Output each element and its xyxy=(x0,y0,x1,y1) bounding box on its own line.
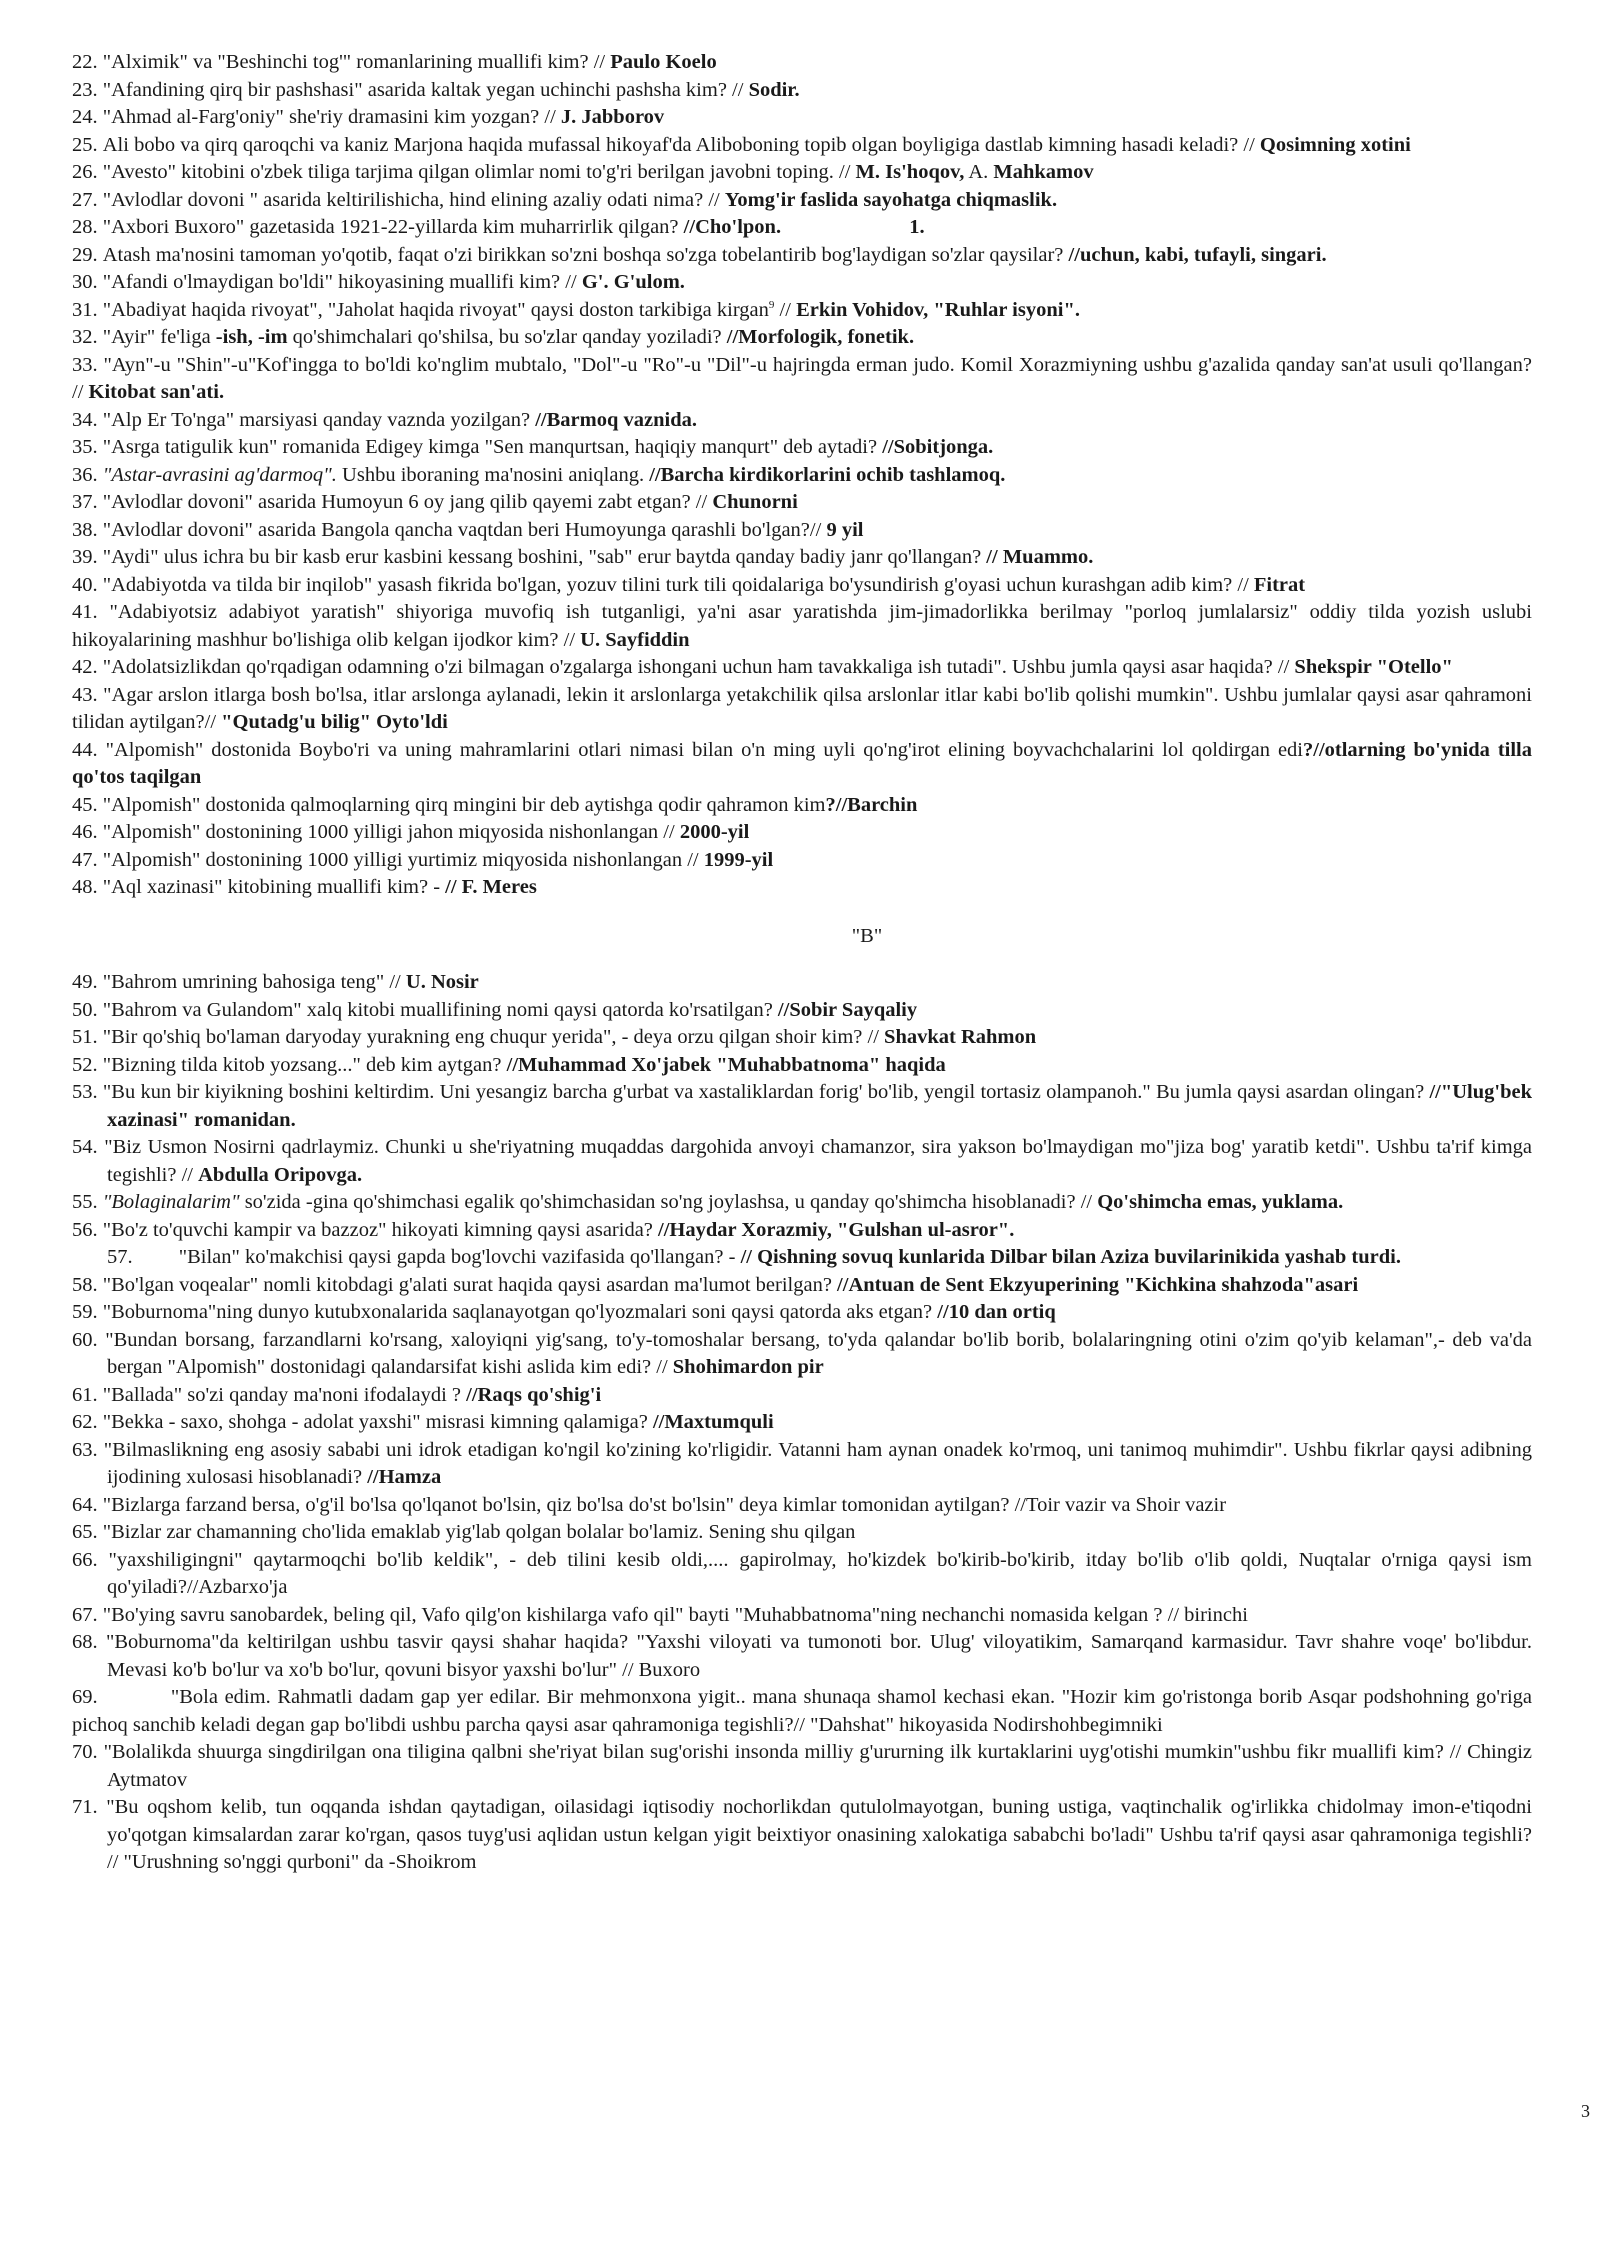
question-number: 59. xyxy=(72,1301,98,1323)
question-item xyxy=(72,997,1532,1025)
question-number: 44. xyxy=(72,738,98,761)
answer-text: Abdulla Oripovga. xyxy=(198,1163,363,1186)
question-number: 61. xyxy=(72,1383,98,1406)
answer-text: //10 dan ortiq xyxy=(937,1301,1056,1323)
question-text: "Afandi o'lmaydigan bo'ldi" hikoyasining muallifi kim? // xyxy=(102,271,582,293)
question-number: 36. xyxy=(72,463,98,486)
question-text: "Bahrom va Gulandom" xalq kitobi muallifining nomi qaysi qatorda ko'rsatilgan? xyxy=(102,998,778,1021)
answer-text: J. Jabborov xyxy=(560,106,665,128)
question-text: "Avlodlar dovoni " asarida keltirilishicha, hind elining azaliy odati nima? // xyxy=(102,188,725,211)
question-text: "Ayn"-u "Shin"-u"Kof'ingga to bo'ldi ko'nglim mubtalo, "Dol"-u "Ro"-u "Dil"-u hajringda erman judo. Komil Xorazmiyning ushbu g'azalida qanday san'at usuli qo'llangan? // xyxy=(72,353,1533,403)
question-item xyxy=(72,187,1532,215)
answer-text: //Maxtumquli xyxy=(652,1411,774,1433)
question-number: 46. xyxy=(72,821,98,843)
question-number: 39. xyxy=(72,546,98,568)
answer-text: U. Nosir xyxy=(405,971,479,993)
question-text: "Alpomish" dostonining 1000 yilligi jahon miqyosida nishonlangan // xyxy=(102,821,680,843)
question-text: "Biz Usmon Nosirni qadrlaymiz. Chunki u she'riyatning muqaddas dargohida anvoyi chamanzor, sira yakson bo'lmaydigan mo"jiza bog' yaratib ketdi". Ushbu ta'rif kimga tegishli? // xyxy=(104,1136,1533,1186)
question-item xyxy=(72,792,1532,820)
question-item xyxy=(72,1024,1532,1052)
question-item xyxy=(72,1244,1532,1272)
question-item xyxy=(72,1272,1532,1300)
question-text: "Bekka - saxo, shohga - adolat yaxshi" misrasi kimning qalamiga? xyxy=(102,1411,653,1433)
question-number: 27. xyxy=(72,188,98,211)
question-item xyxy=(72,1547,1532,1602)
question-item xyxy=(72,104,1532,132)
question-item xyxy=(72,819,1532,847)
answer-text: Mahkamov xyxy=(993,161,1094,183)
question-number: 66. xyxy=(72,1548,98,1571)
question-item xyxy=(72,214,1532,242)
question-text: "Adabiyotsiz adabiyot yaratish" shiyoriga muvofiq ish tutganligi, ya'ni asar yaratishda jim-jimadorlikka berilmay "porloq jumlalarsiz" oddiy tilda yozish uslubi hikoyalarining mashhur bo'lishiga olib kelgan ijodkor kim? // xyxy=(72,601,1533,651)
question-text: "Avlodlar dovoni" asarida Bangola qancha vaqtdan beri Humoyunga qarashli bo'lgan?// xyxy=(102,518,827,541)
question-number: 32. xyxy=(72,326,98,348)
question-item xyxy=(72,1629,1532,1684)
question-number: 38. xyxy=(72,518,98,541)
question-number: 54. xyxy=(72,1136,98,1158)
question-number: 62. xyxy=(72,1411,98,1433)
answer-text: Chunorni xyxy=(712,491,798,513)
question-text: "Ballada" so'zi qanday ma'noni ifodalaydi ? xyxy=(102,1383,467,1406)
question-text: "Agar arslon itlarga bosh bo'lsa, itlar arslonga aylanadi, lekin it arslonlarga yetakchilik qilsa arslonlar itlar kabi bo'lib qolishi mumkin". Ushbu jumlalar qaysi asar qahramoni tilidan aytilgan?// xyxy=(72,683,1532,733)
question-italic: "Bolaginalarim" xyxy=(102,1191,240,1213)
question-item xyxy=(72,297,1532,325)
question-item xyxy=(72,269,1532,297)
question-text: qo'shimchalari qo'shilsa, bu so'zlar qanday yoziladi? xyxy=(287,326,727,348)
question-text: "Asrga tatigulik kun" romanida Edigey kimga "Sen manqurtsan, haqiqiy manqurt" deb aytadi? xyxy=(102,436,883,458)
question-item xyxy=(72,1079,1532,1134)
question-item xyxy=(72,572,1532,600)
question-number: 31. xyxy=(72,298,98,321)
question-text: "Bizlarga farzand bersa, o'g'il bo'lsa qo'lqanot bo'lsin, qiz bo'lsa do'st bo'lsin" deya kimlar tomonidan aytilgan? //Toir vazir va Shoir vazir xyxy=(102,1493,1227,1516)
question-text: Atash ma'nosini tamoman yo'qotib, faqat o'zi birikkan so'zni boshqa so'zga tobelantirib bog'laydigan so'zlar qaysilar? xyxy=(102,243,1069,266)
question-number: 70. xyxy=(72,1741,98,1763)
question-item xyxy=(72,434,1532,462)
question-text: "Bundan borsang, farzandlarni ko'rsang, xaloyiqni yig'sang, to'y-tomoshalar bersang, to'yda qalandar bo'lib borib, bolalaringning otini o'zim qo'yib kelaman",- deb va'da bergan "Alpomish" dostonidagi qalandarsifat kishi aslida kim edi? // xyxy=(105,1328,1532,1378)
question-item xyxy=(72,847,1532,875)
answer-text: Kitobat san'ati. xyxy=(88,381,225,403)
question-number: 24. xyxy=(72,106,98,128)
answer-text: "Qutadg'u bilig" Oyto'ldi xyxy=(221,711,448,733)
answer-text: //"Ulug'bek xazinasi" romanidan. xyxy=(107,1081,1533,1131)
question-number: 26. xyxy=(72,161,98,183)
answer-text: //Barmoq vaznida. xyxy=(535,408,697,431)
question-text: "yaxshiligingni" qaytarmoqchi bo'lib keldik", - deb tilini kesib oldi,.... gapirolmay, ho'kizdek bo'kirib-bo'kirib, itday bo'lib o'lib qoldi, Nuqtalar o'rniga qaysi ism qo'yiladi?//Azbarxo'ja xyxy=(107,1548,1532,1598)
question-text: "Bolalikda shuurga singdirilgan ona tiligina qalbni she'riyat bilan sug'orishi insonda milliy g'ururning ilk kurtaklarini uyg'otishi mumkin"ushbu fikr muallifi kim? // Chingiz Aytmatov xyxy=(103,1741,1533,1791)
question-text: "Avlodlar dovoni" asarida Humoyun 6 oy jang qilib qayemi zabt etgan? // xyxy=(102,491,713,513)
answer-text: //Morfologik, fonetik. xyxy=(726,326,915,348)
question-item xyxy=(72,1409,1532,1437)
question-text: "Abadiyat haqida rivoyat", "Jaholat haqida rivoyat" qaysi doston tarkibiga kirgan xyxy=(102,298,769,321)
question-number: 65. xyxy=(72,1521,98,1543)
question-item xyxy=(72,969,1532,997)
question-number: 23. xyxy=(72,78,98,101)
question-item xyxy=(72,159,1532,187)
question-number: 58. xyxy=(72,1273,98,1296)
question-item xyxy=(72,1739,1532,1794)
question-item xyxy=(72,874,1532,902)
stray-marker: 1. xyxy=(909,216,925,238)
answer-text: //Barcha kirdikorlarini ochib tashlamoq. xyxy=(649,463,1006,486)
question-item xyxy=(72,132,1532,160)
answer-text: Erkin Vohidov, "Ruhlar isyoni". xyxy=(796,298,1080,321)
question-text: "Bu kun bir kiyikning boshini keltirdim. Uni yesangiz barcha g'urbat va xastaliklardan forig' bo'lib, yengil tortasiz olampanoh." Bu jumla qaysi asardan olingan? xyxy=(102,1081,1430,1103)
question-number: 60. xyxy=(72,1328,98,1351)
question-text: "Alp Er To'nga" marsiyasi qanday vaznda yozilgan? xyxy=(102,408,536,431)
question-item xyxy=(72,242,1532,270)
question-text: "Alpomish" dostonida qalmoqlarning qirq mingini bir deb aytishga qodir qahramon kim xyxy=(102,793,826,816)
question-text: "Bo'z to'quvchi kampir va bazzoz" hikoyati kimning qaysi asarida? xyxy=(102,1218,659,1241)
question-text: Ushbu iboraning ma'nosini aniqlang. xyxy=(336,463,650,486)
question-number: 67. xyxy=(72,1603,98,1626)
question-number: 50. xyxy=(72,998,98,1021)
question-item xyxy=(72,599,1532,654)
question-text: "Avesto" kitobini o'zbek tiliga tarjima qilgan olimlar nomi to'g'ri berilgan javobni toping. // xyxy=(102,161,856,183)
question-text: "Boburnoma"da keltirilgan ushbu tasvir qaysi shahar haqida? "Yaxshi viloyati va tumonoti bor. Ulug' viloyatikim, Samarqand karmasidur. Tavr shahre voqe' bo'libdur. Mevasi ko'b bo'lur va xo'b bo'lur, qovuni bisyor yaxshi bo'lur" // Buxoro xyxy=(105,1631,1532,1681)
question-text: "Adabiyotda va tilda bir inqilob" yasash fikrida bo'lgan, yozuv tilini turk tili qoidalariga bo'ysundirish g'oyasi uchun kurashgan adib kim? // xyxy=(102,573,1254,596)
question-text: "Bilmaslikning eng asosiy sababi uni idrok etadigan ko'ngil ko'zining ko'rligidir. Vatanni ham aynan onadek ko'rmoq, uni tanimoq muhimdir". Ushbu fikrlar qaysi adibning ijodining xulosasi hisoblanadi? xyxy=(103,1438,1533,1488)
question-item xyxy=(72,352,1532,407)
question-item xyxy=(72,77,1532,105)
question-text: "Bo'ying savru sanobardek, beling qil, Vafo qilg'on kishilarga vafo qil" bayti "Muhabbatnoma"ning nechanchi nomasida kelgan ? // birinchi xyxy=(102,1603,1248,1626)
answer-text: Shavkat Rahmon xyxy=(884,1026,1037,1048)
question-number: 52. xyxy=(72,1053,98,1076)
answer-text: ?//otlarning bo'ynida tilla qo'tos taqilgan xyxy=(72,738,1532,788)
question-number: 22. xyxy=(72,51,98,73)
question-item xyxy=(72,1052,1532,1080)
answer-text: -ish, -im xyxy=(215,326,288,348)
answer-text: //Cho'lpon. xyxy=(683,216,782,238)
question-number: 49. xyxy=(72,971,98,993)
question-number: 68. xyxy=(72,1631,98,1653)
question-item xyxy=(72,1519,1532,1547)
question-number: 55. xyxy=(72,1191,98,1213)
question-text: "Bizning tilda kitob yozsang..." deb kim aytgan? xyxy=(102,1053,507,1076)
question-number: 43. xyxy=(72,683,98,706)
question-text: "Afandining qirq bir pashshasi" asarida kaltak yegan uchinchi pashsha kim? // xyxy=(102,78,749,101)
question-item xyxy=(72,49,1532,77)
question-number: 56. xyxy=(72,1218,98,1241)
answer-text: //Muhammad Xo'jabek "Muhabbatnoma" haqida xyxy=(506,1053,946,1076)
question-text: "Bilan" ko'makchisi qaysi gapda bog'lovchi vazifasida qo'llangan? - xyxy=(178,1246,741,1268)
question-number: 45. xyxy=(72,793,98,816)
question-text: "Axbori Buxoro" gazetasida 1921-22-yillarda kim muharrirlik qilgan? xyxy=(102,216,684,238)
answer-text: //Sobitjonga. xyxy=(882,436,994,458)
question-number: 63. xyxy=(72,1438,98,1461)
answer-text: //Haydar Xorazmiy, "Gulshan ul-asror". xyxy=(658,1218,1015,1241)
section-heading: "B" xyxy=(851,924,883,947)
question-item xyxy=(72,462,1532,490)
answer-text: // Qishning sovuq kunlarida Dilbar bilan Aziza buvilarinikida yashab turdi. xyxy=(740,1246,1401,1268)
answer-text: //Hamza xyxy=(367,1466,442,1488)
answer-text: Paulo Koelo xyxy=(610,51,717,73)
question-text: A. xyxy=(964,161,994,183)
answer-text: Fitrat xyxy=(1253,573,1306,596)
question-number: 35. xyxy=(72,436,98,458)
answer-text: //Raqs qo'shig'i xyxy=(466,1383,602,1406)
question-number: 53. xyxy=(72,1081,98,1103)
question-number: 41. xyxy=(72,601,98,623)
question-italic: "Astar-avrasini ag'darmoq". xyxy=(102,463,337,486)
question-text: "Adolatsizlikdan qo'rqadigan odamning o'zi bilmagan o'zgalarga ishongani uchun ham tavakkaliga ish tutadi". Ushbu jumla qaysi asar haqida? // xyxy=(102,656,1295,678)
question-item xyxy=(72,1382,1532,1410)
question-item xyxy=(72,1299,1532,1327)
question-text: "Bola edim. Rahmatli dadam gap yer edilar. Bir mehmonxona yigit.. mana shunaqa shamol kechasi ekan. "Hozir kim go'ristonga borib Asqar podshohning go'riga pichoq sanchib keladi degan gap bo'libdi ushbu parcha qaysi asar qahramoniga tegishli?// "Dahshat" hikoyasida Nodirshohbegimniki xyxy=(72,1686,1532,1736)
answer-text: Shohimardon pir xyxy=(672,1356,824,1378)
answer-text: G'. G'ulom. xyxy=(581,271,685,293)
question-item xyxy=(72,1602,1532,1630)
question-text: "Bu oqshom kelib, tun oqqanda ishdan qaytadigan, oilasidagi iqtisodiy nochorlikdan qutulolmayotgan, buning ustiga, vaqtinchalik og'irlikka chidolmay imon-e'tiqodni yo'qotgan kimsalardan zarar ko'rgan, qasos tuyg'usi aqlidan ustun kelgan yigit beixtiyor onasining xalokatiga sababchi bo'ladi" Ushbu ta'rif qaysi asar qahramoniga tegishli? // "Urushning so'nggi qurboni" da -Shoikrom xyxy=(106,1796,1533,1873)
question-text: "Alximik" va "Beshinchi tog'" romanlarining muallifi kim? // xyxy=(102,51,611,73)
question-number: 30. xyxy=(72,271,98,293)
question-text: "Ahmad al-Farg'oniy" she'riy dramasini kim yozgan? // xyxy=(102,106,561,128)
answer-text: U. Sayfiddin xyxy=(580,628,690,651)
question-item xyxy=(72,517,1532,545)
answer-text: Sodir. xyxy=(748,78,800,101)
document-body xyxy=(72,49,1532,1877)
question-text: "Aydi" ulus ichra bu bir kasb erur kasbini kessang boshini, "sab" erur baytda qanday badiy janr qo'llangan? xyxy=(102,546,987,568)
question-item xyxy=(72,544,1532,572)
answer-text: //Antuan de Sent Ekzyuperining "Kichkina shahzoda"asari xyxy=(837,1273,1359,1296)
question-number: 37. xyxy=(72,491,98,513)
answer-text: 1999-yil xyxy=(703,848,774,871)
page-number: 3 xyxy=(1581,2101,1590,2121)
question-item xyxy=(72,1327,1532,1382)
question-item xyxy=(72,1189,1532,1217)
question-text: "Ayir" fe'liga xyxy=(102,326,216,348)
question-item xyxy=(72,682,1532,737)
question-number: 40. xyxy=(72,573,98,596)
question-text: // xyxy=(774,298,797,321)
question-item xyxy=(72,324,1532,352)
question-number: 42. xyxy=(72,656,98,678)
question-number: 48. xyxy=(72,876,98,898)
question-text: Ali bobo va qirq qaroqchi va kaniz Marjona haqida mufassal hikoyaf'da Aliboboning topib olgan boyligiga dastlab kimning hasadi keladi? // xyxy=(102,133,1260,156)
question-number: 47. xyxy=(72,848,98,871)
question-text: "Bahrom umrining bahosiga teng" // xyxy=(102,971,406,993)
answer-text: //Sobir Sayqaliy xyxy=(777,998,918,1021)
question-item xyxy=(72,1492,1532,1520)
question-item xyxy=(72,489,1532,517)
answer-text: //uchun, kabi, tufayli, singari. xyxy=(1068,243,1327,266)
question-number: 28. xyxy=(72,216,98,238)
question-text: "Bir qo'shiq bo'laman daryoday yurakning eng chuqur yerida", - deya orzu qilgan shoir kim? // xyxy=(102,1026,885,1048)
question-text: "Alpomish" dostonining 1000 yilligi yurtimiz miqyosida nishonlangan // xyxy=(102,848,704,871)
answer-text: Qo'shimcha emas, yuklama. xyxy=(1097,1191,1344,1213)
answer-text: Qosimning xotini xyxy=(1259,133,1411,156)
question-number: 33. xyxy=(72,353,98,376)
question-item xyxy=(72,1437,1532,1492)
question-text: "Boburnoma"ning dunyo kutubxonalarida saqlanayotgan qo'lyozmalari soni qaysi qatorda aks etgan? xyxy=(102,1301,938,1323)
answer-text: M. Is'hoqov, xyxy=(855,161,965,183)
question-number: 57. xyxy=(107,1246,133,1268)
question-item xyxy=(72,737,1532,792)
question-item xyxy=(72,1794,1532,1877)
question-number: 71. xyxy=(72,1796,98,1818)
answer-text: // F. Meres xyxy=(445,876,537,898)
answer-text: Shekspir "Otello" xyxy=(1294,656,1453,678)
answer-text: 2000-yil xyxy=(679,821,750,843)
answer-text: 9 yil xyxy=(826,518,864,541)
question-text: "Bizlar zar chamanning cho'lida emaklab yig'lab qolgan bolalar bo'lamiz. Sening shu qilgan xyxy=(102,1521,856,1543)
question-item xyxy=(72,1684,1532,1739)
answer-text: // Muammo. xyxy=(986,546,1094,568)
question-item xyxy=(72,654,1532,682)
question-number: 29. xyxy=(72,243,98,266)
question-number: 25. xyxy=(72,133,98,156)
question-text: "Aql xazinasi" kitobining muallifi kim? - xyxy=(102,876,446,898)
question-text: "Bo'lgan voqealar" nomli kitobdagi g'alati surat haqida qaysi asardan ma'lumot berilgan? xyxy=(102,1273,838,1296)
question-number: 51. xyxy=(72,1026,98,1048)
answer-text: Yomg'ir faslida sayohatga chiqmaslik. xyxy=(724,188,1058,211)
question-text: "Alpomish" dostonida Boybo'ri va uning mahramlarini otlari nimasi bilan o'n ming uyli qo'ng'irot elining boyvachchalarini lol qoldirgan edi xyxy=(105,738,1303,761)
question-item xyxy=(72,407,1532,435)
answer-text: ?//Barchin xyxy=(825,793,918,816)
footnote-mark: 9 xyxy=(768,298,775,311)
question-number: 64. xyxy=(72,1493,98,1516)
question-number: 34. xyxy=(72,408,98,431)
question-item xyxy=(72,1134,1532,1189)
question-item xyxy=(72,1217,1532,1245)
question-text: so'zida -gina qo'shimchasi egalik qo'shimchasidan so'ng joylashsa, u qanday qo'shimcha hisoblanadi? // xyxy=(239,1191,1098,1213)
question-number: 69. xyxy=(72,1686,98,1708)
